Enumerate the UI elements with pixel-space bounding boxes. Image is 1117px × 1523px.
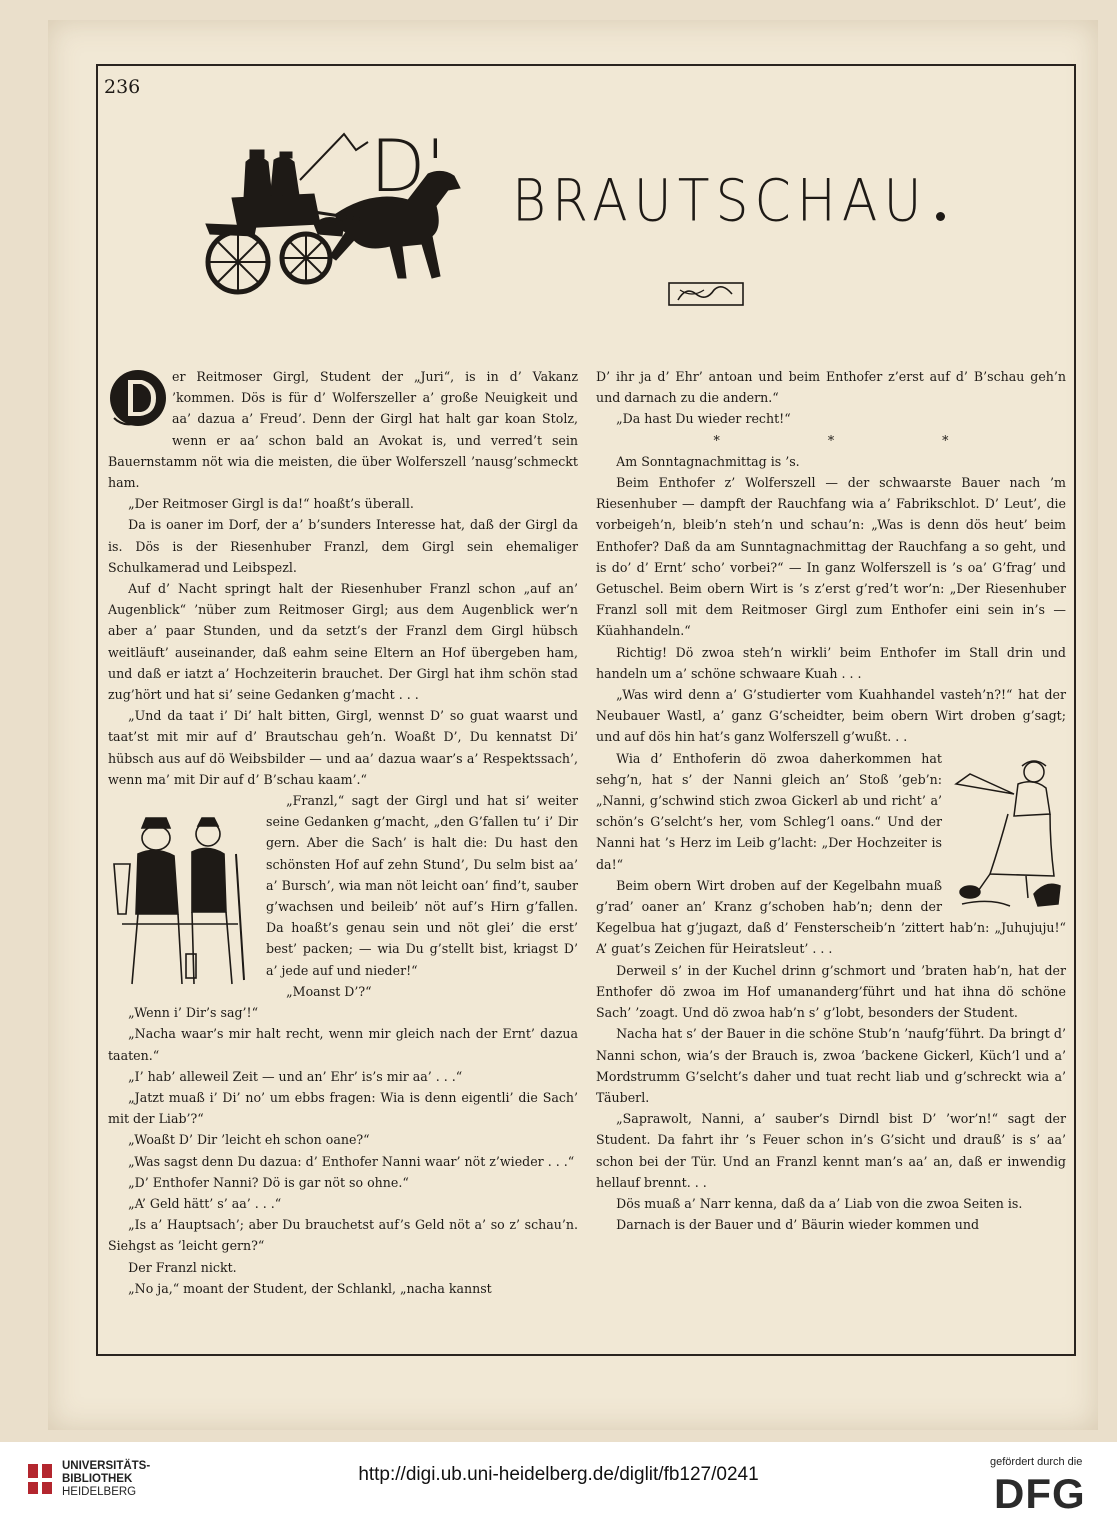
paragraph: „Saprawolt, Nanni, a’ sauber’s Dirndl bist D’ ’wor’n!“ sagt der Student. Da fahrt ihr ’s Feuer schon in’s G’sicht und drauß’ is s’ aa’ schon bei der Tür. Und an Franzl kennt man’s aa’ an, daß er inwendig hellauf brennt. . .	[596, 1111, 1066, 1190]
right-column	[596, 366, 1066, 1235]
paragraph: Der Franzl nickt.	[128, 1259, 237, 1275]
paragraph: Auf d’ Nacht springt halt der Riesenhuber Franzl schon „auf an’ Augenblick“ ’nüber zum Reitmoser Girgl; aus dem Augenblick wer’n aber a’ paar Stunden, und da setzt’s der Franzl dem Girgl hübsch weitläuft’ auseinander, daß eahm seine Eltern an Hof übergeben ham, und daß er iatzt a’ Hochzeiterin brauchet. Der Girgl hat ihm schön stad zug’hört und hat si’ seine Gedanken g’macht . . .	[108, 581, 578, 703]
carriage-illustration	[196, 128, 496, 298]
paragraph: „Nacha waar’s mir halt recht, wenn mir gleich nach der Ernt’ dazua taaten.“	[108, 1026, 578, 1063]
paragraph: Beim Enthofer z’ Wolferszell — der schwaarste Bauer nach ’m Riesenhuber — dampft der Rauchfang wia a’ Fabrikschlot. D’ Leut’, die vorbeigeh’n, bleib’n steh’n und schau’n: „Was is denn dös heut’ beim Enthofer? Daß da am Sunntagnachmittag der Rauchfang a so geht, und is do’ d’ Ernt’ scho’ vorbei?“ — In ganz Wolferszell is ’s oa’ G’frag’ und Getuschel. Beim obern Wirt is ’s z’erst g’red’t wor’n: „Der Riesenhuber Franzl soll mit dem Reitmoser Girgl zum Enthofer eini sein in’s — Küahhandeln.“	[596, 475, 1066, 639]
paragraph: D’ ihr ja d’ Ehr’ antoan und beim Enthofer z’erst auf d’ B’schau geh’n und darnach zu die andern.“	[596, 369, 1066, 406]
left-column	[108, 366, 578, 1299]
paragraph: Dös muaß a’ Narr kenna, daß da a’ Liab von die zwoa Seiten is.	[616, 1195, 1023, 1211]
title-dot	[936, 212, 945, 221]
paragraph: „Woaßt D’ Dir ’leicht eh schon oane?“	[128, 1132, 370, 1148]
paragraph: Am Sonntagnachmittag is ’s.	[616, 453, 800, 469]
page-number: 236	[104, 76, 141, 98]
drop-cap-d	[108, 366, 166, 430]
funding-note: gefördert durch die	[990, 1456, 1083, 1468]
paragraph: Da is oaner im Dorf, der a’ b’sunders Interesse hat, daß der Girgl da is. Dös is der Riesenhuber Franzl, dem Girgl sein ehemaliger Schulkamerad und Leibspezl.	[108, 517, 578, 575]
paragraph: „Franzl,“ sagt der Girgl und hat si’ weiter seine Gedanken g’macht, „den G’fallen tu’ i’ Dir gern. Aber die Sach’ is halt die: Du hast den schönsten Hof auf zehn Stund’, Du selm bist aa’ a’ Bursch’, wia man nöt leicht oan’ find’t, sauber g’wachsen und beileib’ nöt auf’s Hirn g’fallen. Da hoaßt’s genau sein und nöt glei’ die erst’ best’ packen; — wia Du g’stellt bist, kriagst D’ a’ jede auf und nieder!“	[266, 793, 578, 978]
paragraph: Richtig! Dö zwoa steh’n wirkli’ beim Enthofer im Stall drin und handeln um a’ schöne schwaare Kuah . . .	[596, 644, 1066, 681]
source-url-link[interactable]: http://digi.ub.uni-heidelberg.de/diglit/fb127/0241	[358, 1464, 759, 1485]
paragraph: „I’ hab’ alleweil Zeit — und an’ Ehr’ is’s mir aa’ . . .“	[128, 1068, 463, 1084]
dfg-logo: DFG	[994, 1470, 1086, 1517]
paragraph: Beim obern Wirt droben auf der Kegelbahn muaß g’rad’ oaner an’ Kranz g’schoben hab’n; denn der Kegelbua hat g’jugazt, daß d’ Fensterscheib’n ’zittert hab’n: „Juhujuju!“ A’ guat’s Zeichen für Heiratsleut’ . . .	[596, 877, 1066, 957]
paragraph: Nacha hat s’ der Bauer in die schöne Stub’n ’naufg’führt. Da bringt d’ Nanni schon, wia’s der Brauch is, zwoa ’backene Gickerl, Küch’l und a’ Mordstrumm G’selcht’s daher und tuat recht liab und g’schreckt wia a’ Täuberl.	[596, 1026, 1066, 1105]
paragraph: er Reitmoser Girgl, Student der „Juri“, is in d’ Vakanz ’kommen. Dös is für d’ Wolferszeller a’ große Neuigkeit und aa’ dazua a’ Freud’. Denn der Girgl hat halt gar koan Stolz, wenn er aa’ schon bald an Avokat is, und verred’t sein Bauernstamm nöt wia die meisten, die über Wolferszell ’nausg’schmeckt ham.	[108, 369, 578, 491]
paragraph: „Moanst D’?“	[286, 983, 372, 999]
paragraph: „A’ Geld hätt’ s’ aa’ . . .“	[128, 1195, 282, 1211]
paragraph: „Wenn i’ Dir’s sag’!“	[128, 1005, 259, 1021]
paragraph: „Was sagst denn Du dazua: d’ Enthofer Nanni waar’ nöt z’wieder . . .“	[128, 1153, 575, 1169]
paragraph: „Da hast Du wieder recht!“	[616, 411, 791, 427]
paragraph: „D’ Enthofer Nanni? Dö is gar nöt so ohne.“	[128, 1174, 409, 1190]
paragraph: „Was wird denn a’ G’studierter vom Kuahhandel vasteh’n?!“ hat der Neubauer Wastl, a’ ganz G’scheidter, beim obern Wirt droben g’sagt; und auf dös hin hat’s ganz Wolferszell g’wußt. . .	[596, 687, 1066, 745]
paragraph: Wia d’ Enthoferin dö zwoa daherkommen hat sehg’n, hat s’ der Nanni gleich an’ Stoß ’geb’n: „Nanni, g’schwind stich zwoa Gickerl ab und richt’ a’ schön’s G’selcht’s her, vom Schleg’l oans.“ Und der Nanni hat ’s Herz im Leib g’lacht: „Der Hochzeiter is da!“	[596, 750, 942, 872]
section-break: * * *	[713, 432, 1001, 448]
title-prefix: D'	[370, 124, 446, 208]
paragraph: „Is a’ Hauptsach’; aber Du brauchetst auf’s Geld nöt a’ so z’ schau’n. Siehgst as ’leicht gern?“	[108, 1217, 578, 1254]
article-title: BRAUTSCHAU	[512, 168, 928, 236]
paragraph: Darnach is der Bauer und d’ Bäurin wieder kommen und	[616, 1217, 980, 1233]
paragraph: „Der Reitmoser Girgl is da!“ hoaßt’s überall.	[128, 496, 414, 512]
library-line: UNIVERSITÄTS-	[62, 1460, 151, 1472]
library-line: BIBLIOTHEK	[62, 1473, 133, 1485]
girl-chicken-illustration	[950, 754, 1066, 914]
library-line: HEIDELBERG	[62, 1486, 137, 1498]
paragraph: Derweil s’ in der Kuchel drinn g’schmort und ’braten hab’n, hat der Enthofer dö zwoa im Hof umananderg’führt und hat ihna dö schöne Sach’ ’zoagt. Und dö zwoa hab’n s’ g’lobt, besonders der Student.	[596, 962, 1066, 1021]
paragraph: „Jatzt muaß i’ Di’ no’ um ebbs fragen: Wia is denn eigentli’ die Sach’ mit der Liab’?“	[108, 1089, 578, 1127]
ornament-divider	[668, 282, 744, 306]
paragraph: „Und da taat i’ Di’ halt bitten, Girgl, wennst D’ so guat waarst und taat’st mit mir auf d’ Brautschau geh’n. Woaßt D’, Du kennatst Di’ hübsch aus auf dö Weibsbilder — und aa’ dazua waar’s a’ Respektssach’, wenn ma’ mit Dir auf d’ B’schau kaam’.“	[108, 708, 578, 787]
paragraph: „No ja,“ moant der Student, der Schlankl, „nacha kannst	[128, 1280, 492, 1296]
two-men-illustration	[108, 794, 256, 990]
